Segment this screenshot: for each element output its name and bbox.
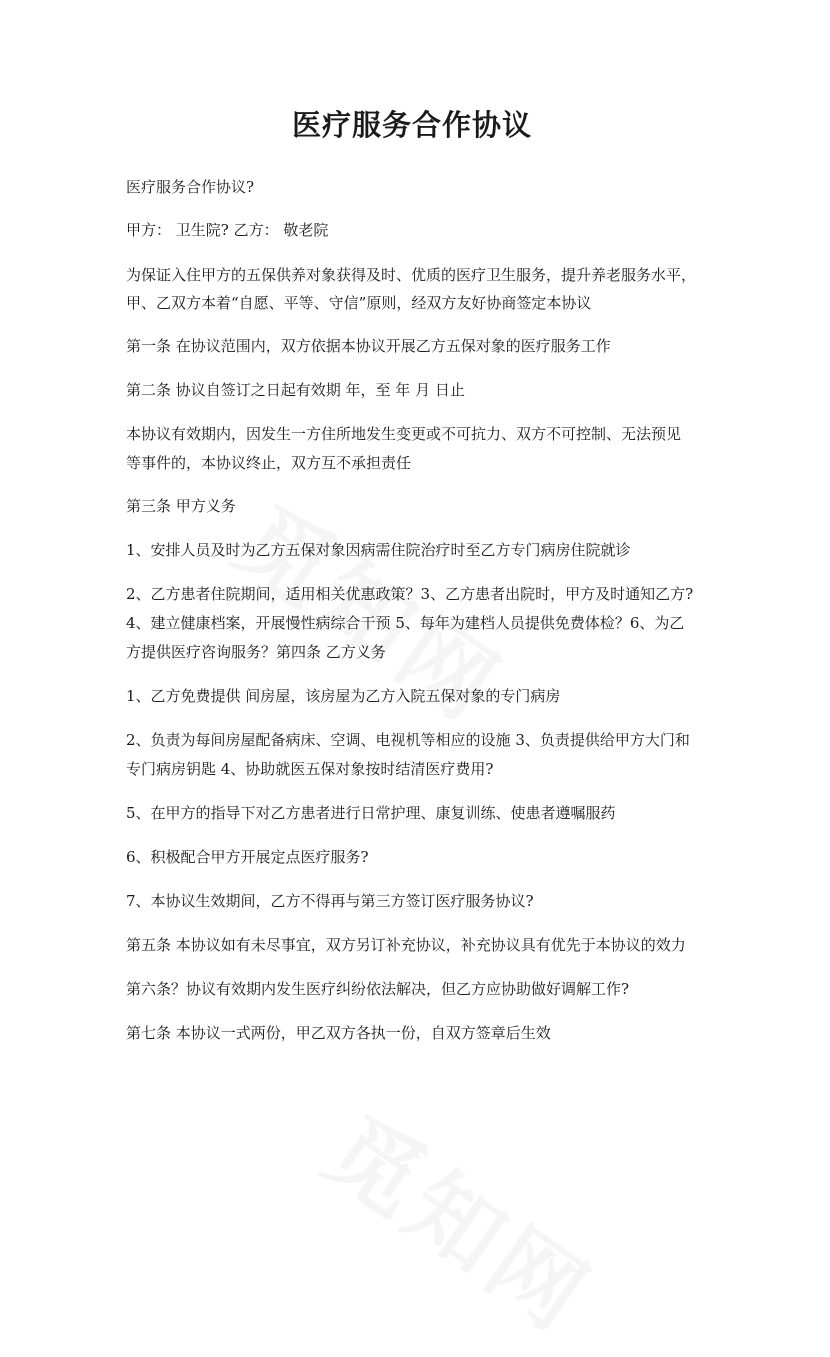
parties-line: 甲方： 卫生院? 乙方： 敬老院	[126, 221, 329, 239]
article-4-item-5: 5、在甲方的指导下对乙方患者进行日常护理、康复训练、使患者遵嘱服药	[126, 804, 616, 822]
article-7: 第七条 本协议一式两份，甲乙双方各执一份，自双方签章后生效	[126, 1024, 551, 1042]
document-title: 医疗服务合作协议	[292, 108, 533, 142]
article-4-items-line-2: 专门病房钥匙 4、协助就医五保对象按时结清医疗费用?	[126, 760, 494, 778]
article-3-heading: 第三条 甲方义务	[126, 497, 236, 515]
article-2: 第二条 协议自签订之日起有效期 年，至 年 月 日止	[126, 381, 465, 399]
article-4-item-7: 7、本协议生效期间，乙方不得再与第三方签订医疗服务协议?	[126, 892, 534, 910]
termination-line-1: 本协议有效期内，因发生一方住所地发生变更或不可抗力、双方不可控制、无法预见	[126, 425, 682, 443]
article-1: 第一条 在协议范围内，双方依据本协议开展乙方五保对象的医疗服务工作	[126, 337, 611, 355]
article-5: 第五条 本协议如有未尽事宜，双方另订补充协议，补充协议具有优先于本协议的效力	[126, 936, 686, 954]
preamble-line-1: 为保证入住甲方的五保供养对象获得及时、优质的医疗卫生服务，提升养老服务水平，	[126, 266, 697, 284]
termination-line-2: 等事件的，本协议终止，双方互不承担责任	[126, 454, 412, 472]
article-3-item-1: 1、安排人员及时为乙方五保对象因病需住院治疗时至乙方专门病房住院就诊	[126, 541, 631, 559]
article-4-item-6: 6、积极配合甲方开展定点医疗服务?	[126, 848, 369, 866]
article-4-item-1: 1、乙方免费提供 间房屋，该房屋为乙方入院五保对象的专门病房	[126, 687, 561, 705]
article-3-items-line-3: 方提供医疗咨询服务？第四条 乙方义务	[126, 643, 386, 661]
article-6: 第六条？协议有效期内发生医疗纠纷依法解决，但乙方应协助做好调解工作?	[126, 980, 630, 998]
watermark-lower	[304, 1080, 621, 1357]
article-4-items-line-1: 2、负责为每间房屋配备病床、空调、电视机等相应的设施 3、负责提供给甲方大门和	[126, 731, 690, 749]
article-3-items-line-1: 2、乙方患者住院期间，适用相关优惠政策？3、乙方患者出院时，甲方及时通知乙方?	[126, 585, 694, 603]
article-3-items-line-2: 4、建立健康档案，开展慢性病综合干预 5、每年为建档人员提供免费体检？6、为乙	[126, 614, 685, 632]
preamble-line-2: 甲、乙双方本着“自愿、平等、守信”原则，经双方友好协商签定本协议	[126, 294, 592, 312]
subtitle-line: 医疗服务合作协议?	[126, 178, 255, 196]
